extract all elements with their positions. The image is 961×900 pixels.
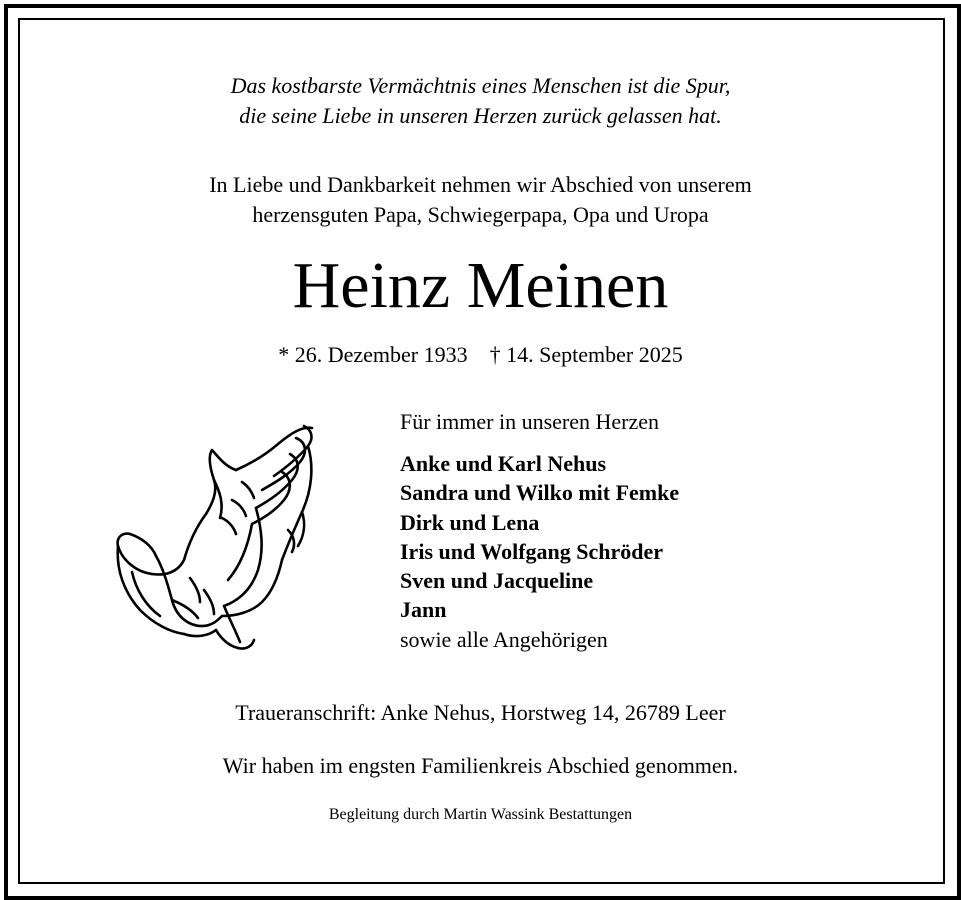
- birth-date: * 26. Dezember 1933: [278, 342, 468, 367]
- farewell-notice: Wir haben im engsten Familienkreis Abschied genommen.: [222, 753, 739, 778]
- family-member: Iris und Wolfgang Schröder: [400, 538, 664, 564]
- intro-line-1: In Liebe und Dankbarkeit nehmen wir Abschied von unserem: [209, 172, 752, 197]
- intro-line-2: herzensguten Papa, Schwiegerpapa, Opa und Uropa: [252, 202, 709, 227]
- family-member: Anke und Karl Nehus: [400, 451, 607, 476]
- family-member: Sven und Jacqueline: [400, 568, 594, 594]
- deceased-name: Heinz Meinen: [292, 249, 669, 322]
- family-block: [400, 407, 880, 655]
- death-date: † 14. September 2025: [489, 342, 683, 367]
- mourning-address: Traueranschrift: Anke Nehus, Horstweg 14, 26789 Leer: [235, 700, 726, 725]
- family-member: Jann: [400, 597, 447, 623]
- life-dates: [0, 340, 961, 370]
- quote-line-2: die seine Liebe in unseren Herzen zurück gelassen hat.: [239, 103, 722, 128]
- family-member: Dirk und Lena: [400, 509, 540, 535]
- family-closing: sowie alle Angehörigen: [400, 626, 608, 652]
- family-lead: Für immer in unseren Herzen: [400, 409, 660, 434]
- praying-hands-icon: [112, 420, 322, 660]
- family-member: Sandra und Wilko mit Femke: [400, 480, 680, 506]
- undertaker-line: Begleitung durch Martin Wassink Bestattungen: [328, 806, 633, 823]
- quote-line-1: Das kostbarste Vermächtnis eines Menschen ist die Spur,: [230, 73, 731, 98]
